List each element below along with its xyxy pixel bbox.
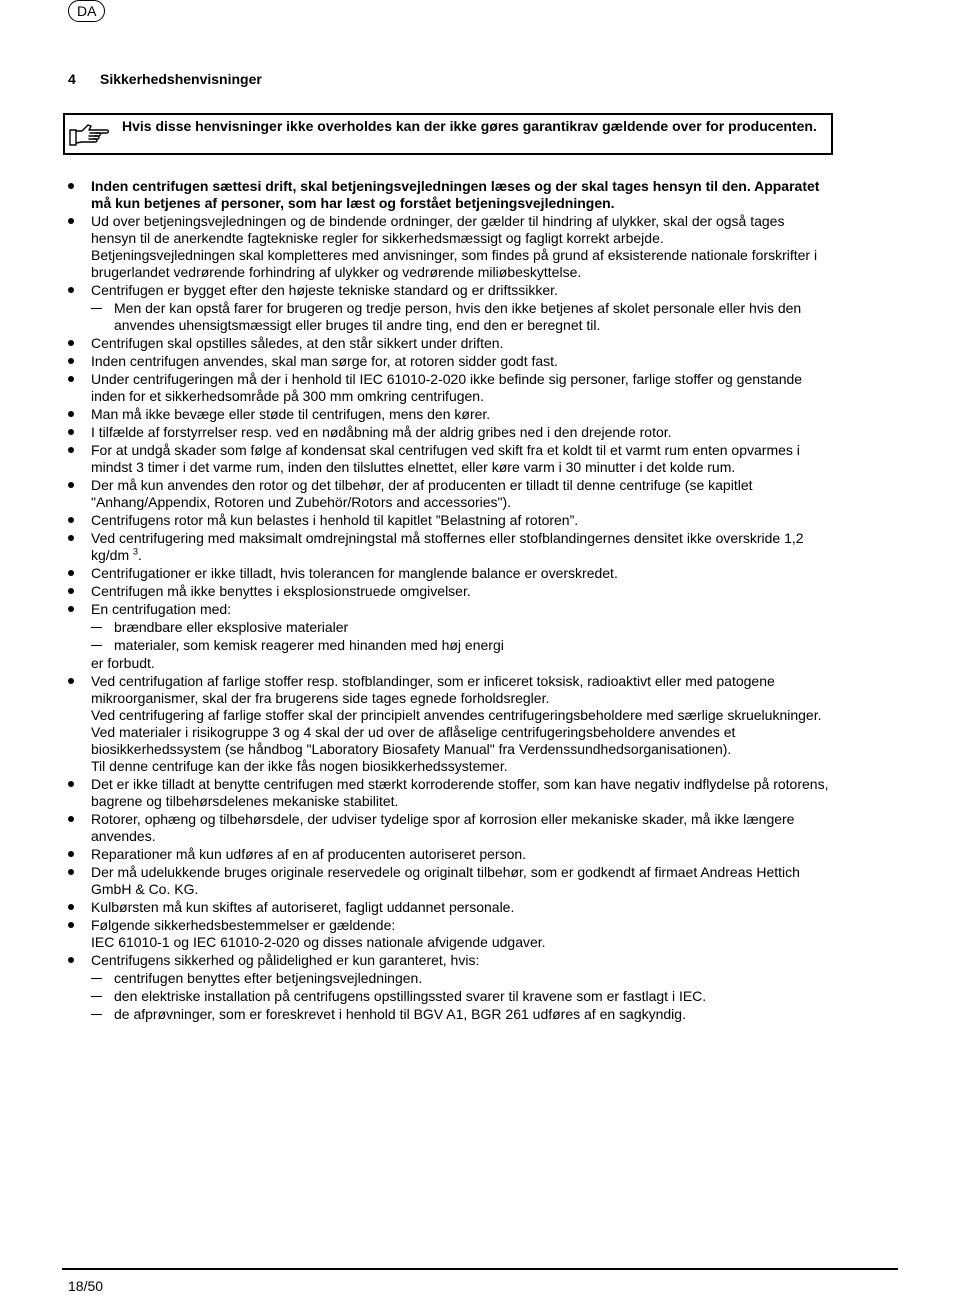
- list-item: Ved centrifugation af farlige stoffer resp. stofblandinger, som er inficeret toksisk, radioaktivt eller med patogene mikroorganismer, skal der fra brugerens side tages egnede forholdsregler. Ved centrifugering af farlige stoffer skal der principielt anvendes centrifugeringsbeholdere med særlige skruelukninger. Ved materialer i risikogruppe 3 og 4 skal der ud over de aflåselige centrifugeringsbeholdere anvendes et biosikkerhedssystem (se håndbog "Laboratory Biosafety Manual" fra Verdenssundhedsorganisationen). Til denne centrifuge kan der ikke fås nogen biosikkerhedssystemer.: [91, 673, 822, 774]
- list-item: Inden centrifugen sættesi drift, skal betjeningsvejledningen læses og der skal tages hensyn til den. Apparatet må kun betjenes af personer, som har læst og forstået betjeningsvejledningen.: [91, 178, 820, 211]
- language-badge: DA: [68, 0, 105, 22]
- list-item: Man må ikke bevæge eller støde til centrifugen, mens den kører.: [91, 406, 491, 422]
- list-continuation: er forbudt.: [91, 655, 155, 671]
- superscript-exponent: 3: [133, 546, 139, 557]
- list-item: Det er ikke tilladt at benytte centrifugen med stærkt korroderende stoffer, som kan have negativ indflydelse på rotorens, bagrene og tilbehørsdelenes mekaniske stabilitet.: [91, 776, 829, 809]
- warning-notice-box: [63, 113, 833, 155]
- list-subitem: Men der kan opstå farer for brugeren og tredje person, hvis den ikke betjenes af skolet personale eller hvis den anvendes uhensigtsmæssigt eller bruges til andre ting, end den er beregnet til.: [114, 300, 802, 333]
- section-title: Sikkerhedshenvisninger: [100, 71, 262, 87]
- list-item: Kulbørsten må kun skiftes af autoriseret, fagligt uddannet personale.: [91, 899, 515, 915]
- list-item: Der må udelukkende bruges originale reservedele og originalt tilbehør, som er godkendt af firmaet Andreas Hettich GmbH & Co. KG.: [91, 864, 800, 897]
- list-item: Centrifugen må ikke benyttes i eksplosionstruede omgivelser.: [91, 583, 471, 599]
- list-subitem: brændbare eller eksplosive materialer: [114, 619, 349, 635]
- list-item: Rotorer, ophæng og tilbehørsdele, der udviser tydelige spor af korrosion eller mekaniske skader, må ikke længere anvendes.: [91, 811, 795, 844]
- list-subitem: materialer, som kemisk reagerer med hinanden med høj energi: [114, 637, 504, 653]
- list-item: Under centrifugeringen må der i henhold til IEC 61010-2-020 ikke befinde sig personer, farlige stoffer og genstande inden for et sikkerhedsområde på 300 mm omkring centrifugen.: [91, 371, 803, 404]
- list-subitem: de afprøvninger, som er foreskrevet i henhold til BGV A1, BGR 261 udføres af en sagkyndig.: [114, 1006, 686, 1022]
- list-item: En centrifugation med:: [91, 601, 232, 617]
- list-item: Centrifugen er bygget efter den højeste tekniske standard og er driftssikker.: [91, 282, 558, 298]
- list-item: Centrifugationer er ikke tilladt, hvis tolerancen for manglende balance er overskredet.: [91, 565, 618, 581]
- safety-instructions-list: [91, 178, 831, 1024]
- list-item: Centrifugens rotor må kun belastes i henhold til kapitlet ”Belastning af rotoren”.: [91, 512, 579, 528]
- list-item: Centrifugen skal opstilles således, at den står sikkert under driften.: [91, 335, 504, 351]
- warning-notice-text: Hvis disse henvisninger ikke overholdes kan der ikke gøres garantikrav gældende over for producenten.: [122, 118, 817, 134]
- list-item: Reparationer må kun udføres af en af producenten autoriseret person.: [91, 846, 527, 862]
- section-heading: [68, 71, 262, 87]
- list-item: Følgende sikkerhedsbestemmelser er gældende: IEC 61010-1 og IEC 61010-2-020 og disses nationale afvigende udgaver.: [91, 917, 546, 950]
- footer-divider: [62, 1268, 898, 1270]
- list-item: Centrifugens sikkerhed og pålidelighed er kun garanteret, hvis:: [91, 952, 480, 968]
- list-item: Inden centrifugen anvendes, skal man sørge for, at rotoren sidder godt fast.: [91, 353, 558, 369]
- page-number: 18/50: [68, 1278, 104, 1294]
- list-item: For at undgå skader som følge af kondensat skal centrifugen ved skift fra et koldt til et varmt rum enten opvarmes i mindst 3 timer i det varme rum, inden den tilsluttes elnettet, eller køre varm i 30 minutter i det kolde rum.: [91, 442, 800, 475]
- list-subitem: den elektriske installation på centrifugens opstillingssted svarer til kravene som er fastlagt i IEC.: [114, 988, 707, 1004]
- pointing-hand-icon: [69, 121, 111, 149]
- list-item: Der må kun anvendes den rotor og det tilbehør, der af producenten er tilladt til denne centrifuge (se kapitlet "Anhang/Appendix, Rotoren und Zubehör/Rotors and accessories").: [91, 477, 753, 510]
- list-item: Ved centrifugering med maksimalt omdrejningstal må stoffernes eller stofblandingernes densitet ikke overskride 1,2 kg/dm $^3$.: [91, 530, 804, 563]
- list-item: Ud over betjeningsvejledningen og de bindende ordninger, der gælder til hindring af ulykker, skal der også tages hensyn til de anerkendte fagtekniske regler for sikkerhedsmæssigt og fagligt korrekt arbejde. Betjeningsvejledningen skal kompletteres med anvisninger, som findes på grund af eksisterende nationale forskrifter i brugerlandet vedrørende forhindring af ulykker og vedrørende miliøbeskyttelse.: [91, 213, 818, 280]
- section-number: 4: [68, 71, 76, 87]
- list-subitem: centrifugen benyttes efter betjeningsvejledningen.: [114, 970, 423, 986]
- list-item: I tilfælde af forstyrrelser resp. ved en nødåbning må der aldrig gribes ned i den drejende rotor.: [91, 424, 672, 440]
